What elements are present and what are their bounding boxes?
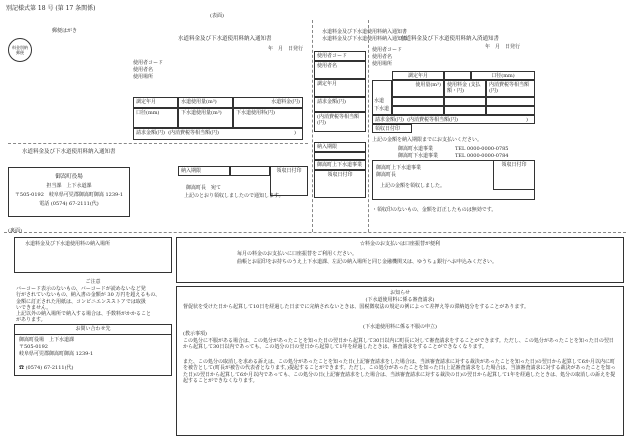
autopay-line: 毎月の料金のお支払いに口座振替をご利用ください。 [237,251,358,257]
due-date-cell: 納入期限 [178,166,230,176]
autopay-title: ☆料金のお支払いは口座振替が便利 [359,241,440,247]
sender-org: 御嵩町役場 [55,174,83,180]
receipt-sewer: 下水道 [374,106,390,112]
mid-office: 御嵩町上下水道事業 [314,160,366,170]
notice-body: 督促状を受けた日から起算して10日を経過した日までに完納されないときは、国税徴収法の規定の例によって差押え等の滞納処分をすることがあります。 [183,304,529,310]
caution-line: バーコード表示のないもの、バーコードが読めないなど発 [16,286,146,292]
receipt-date: 年 月 日発行 [485,44,521,50]
notice-receipt-stamp: 領収日付印 [270,166,308,196]
caution-line: があります。 [16,317,46,324]
mid-due-value [314,152,366,160]
col-water-charge: 水道料金(円) [233,97,303,108]
paren-close: ) [294,130,296,136]
receipt-location: 使用場所 [372,61,393,67]
payment-place-box [14,237,172,273]
receipt-title: 水道料金及び下水道使用料納入済通知書 [400,36,500,42]
contact-zip: 〒505-0192 [19,344,48,350]
receipt-water: 水道 [374,98,385,104]
receipt-user-name: 使用者名 [372,54,393,60]
contact-address: 岐阜県可児郡御嵩町御嵩 1239-1 [19,351,94,357]
caution-title: ご注意 [85,279,101,285]
mid-user-name: 使用者名 [314,61,366,79]
appeal-line: また、この処分の取消しを求める訴えは、この処分があったことを知った日(上記審査請求をした場合は、当該審査請求に対する裁決があったことを知った日)の翌日から起算して6か月以内に町を被告として(町長が被告の代表者となります。)提起することができます。ただし、この処分があったことを知った日(上記審査請求をした場合は、当該審査請求に対する裁決があったことを知った日)の翌日から起算して6か月以内であっても、この処分の日(上記審査請求をした場合は、当該審査請求に対する裁決の日)の翌日から起算して1年を経過したときは、処分の取消しの訴えを提起することができなくなります。 [183,359,616,384]
receipt-paren-close: ) [526,117,528,123]
caution-line: いできません。 [16,304,52,311]
col-sewer-usage: 下水道使用量(m³) [178,108,233,128]
stamp-text: 料金別納 郵便 [12,45,28,55]
front-label: (表面) [210,13,224,19]
notice-to: 御嵩町長 宛て [186,185,222,191]
total-label: 請求金額(円) [136,130,165,136]
sender-dept: 担当課 上下水道課 [46,183,92,189]
appeal-sub: (教示事項) [183,331,207,337]
mid-title: 水道料金及び下水道使用料納入通知書 [322,29,408,35]
notice-head: お知らせ [390,290,410,296]
receipt-row2 [392,106,444,115]
receipt-note: 上記の金額を納入期限までにお支払いください。 [372,137,483,143]
caution-body [16,286,176,324]
notice-text: 上記のとおり領収しましたので通知します。 [184,193,284,199]
col-year-month: 調定年月 [133,97,178,108]
office3: 御嵩町上下水道事業 [376,165,422,171]
receipt-tax: 内消費税等相当額(円) [486,80,535,97]
receipt-total: 請求金額(円) [375,117,404,123]
payment-place-title: 水道料金及び下水道使用料の納入場所 [25,241,111,247]
mid-due: 納入期限 [314,142,366,152]
notice-date: 年 月 日発行 [268,46,304,52]
receipt-row1 [392,97,444,106]
postcard-label: 郵便はがき [52,28,78,34]
mid-tax: (内消費税等相当額(円) [314,112,366,132]
receipt-total-tax: (内消費税等相当額(円) [407,117,458,123]
contact-title: お問い合わせ先 [75,326,111,332]
office2: 御嵩町下水道事業 [398,153,439,159]
receipt-total-row [372,115,535,124]
phone-icon: ☎ [19,365,25,371]
sender-address: 〒505-0192 岐阜県可児郡御嵩町御嵩 1239-1 [14,192,124,198]
sender-phone: 電話 (0574) 67-2111(代) [39,201,99,207]
receipt-stamp-box: 領収日付印 [493,160,535,190]
notice-location: 使用場所 [133,74,154,80]
mid-total: 請求金額(円) [314,97,366,112]
receipt-footer-note: ・領収印のないもの、金額を訂正したものは無効です。 [372,207,497,213]
mid-year-month: 調定年月 [314,79,366,97]
col-sewer-charge: 下水道使用料(円) [233,108,303,128]
contact-phone-row [19,365,74,371]
appeal-head: (下水道使用料に係る不服の申立) [363,324,437,330]
notice-user-code: 使用者コード [133,60,164,66]
col-caliber: 口径(mm) [133,108,178,128]
contact-org: 御嵩町役場 上下水道課 [19,337,75,343]
receipt-user-code: 使用者コード [372,47,403,53]
contact-phone: (0574) 67-2111(代) [25,365,74,371]
mid-receipt-stamp: 領収日付印 [314,170,366,198]
office1: 御嵩町水道事業 [398,146,434,152]
col-water-usage: 水道使用量(m³) [178,97,233,108]
notice-title: 水道料金及び下水道使用料納入通知書 [178,36,272,42]
receipt-row2c [486,106,535,115]
office2-tel: TEL 0000-0000-0784 [455,153,509,159]
appeal-line: この処分に不服がある場合は、この処分があったことを知った日の翌日から起算して30日以内に町長に対して審査請求をすることができます。ただし、この処分があったことを知った日の翌日から起算して30日以内であっても、この処分の日の翌日から起算して1年を経過したときは、審査請求をすることができなくなります。 [183,338,614,351]
receipt-usage: 使用量(m³) [392,80,444,97]
total-row [133,128,303,140]
office3-sub: 御嵩町長 [376,172,397,178]
contact-box [14,324,172,376]
autopay-box [176,237,624,283]
info-box [176,286,624,436]
sender-box [8,167,130,217]
form-number: 別記様式第 18 号 (第 17 条関係) [6,5,96,12]
postage-stamp-mark [8,38,32,62]
notice-small-title: 水道料金及び下水道使用料納入通知書 [22,149,116,155]
autopay-line: 曲帳とお届印をお持ちのうえ上下水道課、左記の納入場所と同じ金融機関又は、ゆうちょ銀行へお申込みください。 [237,259,498,265]
mid-title2: 水道料金及び下水道使用料納入通知書 [322,36,408,42]
received-text: 上記の金額を領収しました。 [380,183,446,189]
receipt-row2b [444,106,486,115]
receipt-stamp-label: 領収日付印 [372,124,412,133]
receipt-year-month: 調定年月 [392,71,444,80]
office1-tel: TEL 0000-0000-0785 [455,146,509,152]
back-label: (裏面) [8,228,22,234]
receipt-row1b [444,97,486,106]
caution-line: 上記以外の納入場所で納入する場合は、手数料がかかること [16,311,152,317]
mid-user-code: 使用者コード [314,51,366,61]
receipt-charge: 使用料金 (支払額・円) [444,80,486,97]
receipt-caliber: 口径(mm) [471,71,535,80]
due-date-value [230,166,270,176]
receipt-ym-value [444,71,471,80]
caution-line: 行がされていないもの、納入書の金額が 30 万円を超えるもの、 [16,292,161,299]
caution-line: 金額に訂正された用紙は、コンビニエンスストアでは取扱 [16,298,146,305]
notice-user-name: 使用者名 [133,67,154,73]
notice-sub: (下水道使用料に係る審査請求) [365,297,435,303]
receipt-row1c [486,97,535,106]
total-tax-label: (内消費税等相当額(円) [168,130,219,136]
